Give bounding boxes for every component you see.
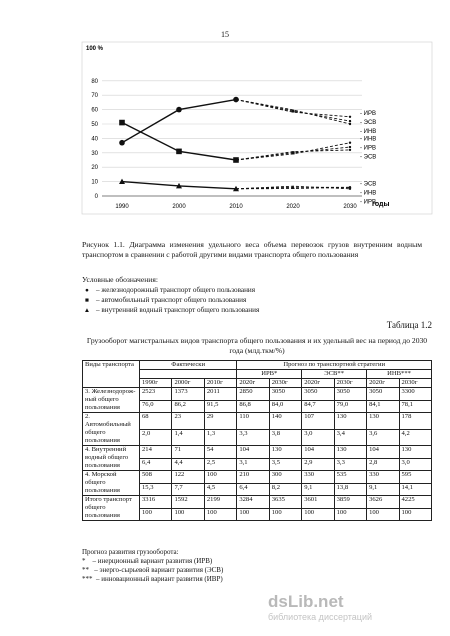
triangle-icon: ▲ bbox=[83, 306, 91, 314]
row-label: 4. Внутренний водный общего пользования bbox=[83, 446, 140, 471]
table-cell: 2523 bbox=[140, 388, 172, 401]
table-cell: 130 bbox=[269, 446, 301, 459]
table-cell: 78,1 bbox=[399, 400, 432, 413]
table-cell: 71 bbox=[172, 446, 204, 459]
table-cell: 3,1 bbox=[237, 458, 269, 471]
forecast-point bbox=[349, 146, 351, 148]
series-line bbox=[122, 100, 236, 143]
legend-item-water bbox=[82, 306, 259, 314]
x-tick-label: 2030 bbox=[343, 204, 357, 210]
table-cell: 3,4 bbox=[334, 429, 366, 446]
table-cell: 3,6 bbox=[367, 429, 399, 446]
table-cell: 14,1 bbox=[399, 483, 432, 496]
notes-heading: Прогноз развития грузооборота: bbox=[82, 548, 179, 556]
table-cell: 104 bbox=[237, 446, 269, 459]
table-cell: 3050 bbox=[269, 388, 301, 401]
chart-x-axis-label: годы bbox=[372, 201, 390, 208]
watermark-brand: dsLib.net bbox=[268, 592, 344, 611]
table-cell: 1373 bbox=[172, 388, 204, 401]
forecast-point bbox=[349, 142, 351, 144]
table-cell: 84,1 bbox=[367, 400, 399, 413]
table-cell: 68 bbox=[140, 413, 172, 430]
forecast-label: - ЭСВ bbox=[360, 181, 377, 188]
header-transport-type: Виды транспорта bbox=[83, 361, 140, 388]
freight-table bbox=[82, 360, 432, 521]
table-cell: 130 bbox=[367, 413, 399, 430]
table-body bbox=[83, 388, 432, 521]
y-tick-label: 40 bbox=[91, 136, 98, 143]
table-cell: 1,4 bbox=[172, 429, 204, 446]
x-tick-label: 2010 bbox=[229, 204, 243, 210]
forecast-label: - ЭСВ bbox=[360, 154, 377, 161]
row-label: 4. Морской общего пользования bbox=[83, 471, 140, 496]
table-cell: 100 bbox=[269, 508, 301, 521]
table-cell: 100 bbox=[334, 508, 366, 521]
table-cell: 3,3 bbox=[334, 458, 366, 471]
table-cell: 2,5 bbox=[204, 458, 236, 471]
table-cell: 122 bbox=[172, 471, 204, 484]
header-year: 2010г bbox=[204, 379, 236, 388]
data-point bbox=[233, 97, 239, 103]
table-cell: 86,8 bbox=[237, 400, 269, 413]
header-year: 2020г bbox=[367, 379, 399, 388]
table-cell: 15,3 bbox=[140, 483, 172, 496]
table-row bbox=[83, 496, 432, 509]
table-cell: 595 bbox=[399, 471, 432, 484]
table-cell: 100 bbox=[237, 508, 269, 521]
table-cell: 91,5 bbox=[204, 400, 236, 413]
table-cell: 104 bbox=[367, 446, 399, 459]
y-tick-label: 10 bbox=[91, 179, 98, 186]
forecast-point bbox=[349, 120, 351, 122]
header-year: 2020г bbox=[302, 379, 334, 388]
table-cell: 300 bbox=[269, 471, 301, 484]
table-cell: 23 bbox=[172, 413, 204, 430]
table-cell: 3050 bbox=[367, 388, 399, 401]
table-cell: 3,0 bbox=[399, 458, 432, 471]
figure-caption: Рисунок 1.1. Диаграмма изменения удельного веса объема перевозок грузов внутренним водным транспортом в сравнении с работой другими видами транспорта общего пользования bbox=[82, 240, 422, 259]
table-cell: 9,1 bbox=[302, 483, 334, 496]
table-header-row bbox=[83, 361, 432, 370]
data-point bbox=[176, 107, 182, 113]
table-cell: 7,7 bbox=[172, 483, 204, 496]
table-cell: 2,9 bbox=[302, 458, 334, 471]
row-label: 3. Железнодорож-ный общего пользования bbox=[83, 388, 140, 413]
forecast-label: - ИНВ bbox=[360, 190, 377, 197]
table-number: Таблица 1.2 bbox=[386, 320, 432, 330]
table-row bbox=[83, 471, 432, 484]
data-point bbox=[291, 151, 294, 154]
table-cell: 4225 bbox=[399, 496, 432, 509]
y-tick-label: 30 bbox=[91, 150, 98, 157]
legend-item-auto bbox=[82, 296, 246, 304]
table-cell: 100 bbox=[172, 508, 204, 521]
table-row bbox=[83, 413, 432, 430]
table-cell: 535 bbox=[334, 471, 366, 484]
table-cell: 130 bbox=[399, 446, 432, 459]
table-cell: 8,2 bbox=[269, 483, 301, 496]
table-cell: 3635 bbox=[269, 496, 301, 509]
table-cell: 130 bbox=[334, 413, 366, 430]
table-cell: 130 bbox=[334, 446, 366, 459]
table-cell: 107 bbox=[302, 413, 334, 430]
forecast-label: - ИНВ bbox=[360, 128, 377, 135]
data-point bbox=[291, 109, 294, 112]
header-year: 2030г bbox=[269, 379, 301, 388]
table-cell: 214 bbox=[140, 446, 172, 459]
table-cell: 3050 bbox=[302, 388, 334, 401]
table-row bbox=[83, 446, 432, 459]
y-tick-label: 70 bbox=[91, 93, 98, 100]
table-cell: 84,0 bbox=[269, 400, 301, 413]
table-title: Грузооборот магистральных видов транспорта общего пользования и их удельный вес на период до 2030 года (млд.ткм/%) bbox=[86, 336, 428, 355]
table-cell: 178 bbox=[399, 413, 432, 430]
line-chart bbox=[80, 40, 440, 220]
header-year: 2030г bbox=[399, 379, 432, 388]
header-scenario: ИРВ* bbox=[237, 370, 302, 379]
note-item: *** – инновационный вариант развития (ИВР) bbox=[82, 575, 223, 583]
circle-icon: ● bbox=[85, 286, 89, 294]
chart-series bbox=[119, 97, 351, 191]
legend-item-rail bbox=[82, 286, 255, 294]
table-cell: 3284 bbox=[237, 496, 269, 509]
table-cell: 104 bbox=[302, 446, 334, 459]
table-cell: 1592 bbox=[172, 496, 204, 509]
header-scenario: ЭСВ** bbox=[302, 370, 367, 379]
header-forecast: Прогноз по транспортной стратегии bbox=[237, 361, 432, 370]
table-cell: 3,3 bbox=[237, 429, 269, 446]
table-cell: 2199 bbox=[204, 496, 236, 509]
table-cell: 3050 bbox=[334, 388, 366, 401]
data-point bbox=[233, 157, 239, 163]
header-actual: Фактически bbox=[140, 361, 237, 370]
header-year: 2020г bbox=[237, 379, 269, 388]
table-cell: 210 bbox=[237, 471, 269, 484]
table-cell: 54 bbox=[204, 446, 236, 459]
header-year: 2030г bbox=[334, 379, 366, 388]
table-cell: 100 bbox=[367, 508, 399, 521]
table-cell: 9,1 bbox=[367, 483, 399, 496]
table-cell: 330 bbox=[302, 471, 334, 484]
table-cell: 508 bbox=[140, 471, 172, 484]
table-cell: 140 bbox=[269, 413, 301, 430]
table-cell: 2011 bbox=[204, 388, 236, 401]
table-cell: 6,4 bbox=[140, 458, 172, 471]
table-cell: 29 bbox=[204, 413, 236, 430]
legend-heading: Условные обозначения: bbox=[82, 275, 158, 284]
table-cell: 100 bbox=[204, 508, 236, 521]
table-cell: 3601 bbox=[302, 496, 334, 509]
forecast-point bbox=[349, 188, 351, 190]
forecast-line bbox=[236, 100, 350, 117]
legend-item-label: – внутренний водный транспорт общего пользования bbox=[96, 306, 260, 314]
row-label: 2. Автомобильный общего пользования bbox=[83, 413, 140, 446]
table-cell: 79,0 bbox=[334, 400, 366, 413]
table-cell: 6,4 bbox=[237, 483, 269, 496]
chart-y-ticks bbox=[91, 79, 98, 200]
table-cell: 1,3 bbox=[204, 429, 236, 446]
y-tick-label: 60 bbox=[91, 107, 98, 114]
table-cell: 4,2 bbox=[399, 429, 432, 446]
note-item: ** – энерго-сырьевой вариант развития (ЭСВ) bbox=[82, 566, 224, 574]
table-cell: 2,0 bbox=[140, 429, 172, 446]
square-icon: ■ bbox=[85, 296, 89, 304]
header-year: 1990г bbox=[140, 379, 172, 388]
table-cell: 3,0 bbox=[302, 429, 334, 446]
forecast-label: - ИРВ bbox=[360, 145, 376, 152]
chart-y-axis-label: 100 % bbox=[86, 46, 104, 52]
forecast-label: - ИРВ bbox=[360, 199, 376, 206]
table-cell: 86,2 bbox=[172, 400, 204, 413]
table-cell: 3316 bbox=[140, 496, 172, 509]
table-cell: 4,4 bbox=[172, 458, 204, 471]
forecast-notes bbox=[82, 548, 223, 584]
table-cell: 3,5 bbox=[269, 458, 301, 471]
y-tick-label: 0 bbox=[94, 194, 98, 200]
table-cell: 3859 bbox=[334, 496, 366, 509]
table-cell: 100 bbox=[302, 508, 334, 521]
table-cell: 3300 bbox=[399, 388, 432, 401]
page-number: 15 bbox=[221, 30, 229, 39]
watermark bbox=[268, 592, 448, 632]
table-cell: 110 bbox=[237, 413, 269, 430]
header-year: 2000г bbox=[172, 379, 204, 388]
forecast-label: - ИНВ bbox=[360, 136, 377, 143]
forecast-point bbox=[349, 116, 351, 118]
watermark-subtitle: библиотека диссертаций bbox=[268, 612, 373, 622]
header-scenario: ИНВ*** bbox=[367, 370, 432, 379]
data-point bbox=[119, 120, 125, 126]
y-tick-label: 80 bbox=[91, 78, 98, 85]
chart-end-labels bbox=[360, 111, 376, 206]
table-row bbox=[83, 388, 432, 401]
table-cell: 3626 bbox=[367, 496, 399, 509]
table-cell: 100 bbox=[204, 471, 236, 484]
legend-item-label: – автомобильный транспорт общего пользования bbox=[96, 296, 247, 304]
forecast-point bbox=[349, 123, 351, 125]
x-tick-label: 2000 bbox=[172, 204, 186, 210]
x-tick-label: 2020 bbox=[286, 204, 300, 210]
table-cell: 13,8 bbox=[334, 483, 366, 496]
note-item: * – инерционный вариант развития (ИРВ) bbox=[82, 557, 213, 565]
data-point bbox=[119, 140, 125, 146]
table-cell: 4,5 bbox=[204, 483, 236, 496]
forecast-point bbox=[349, 149, 351, 151]
chart-x-ticks bbox=[115, 204, 357, 210]
legend-item-label: – железнодорожный транспорт общего пользования bbox=[96, 286, 256, 294]
forecast-label: - ЭСВ bbox=[360, 119, 377, 126]
table-cell: 2,8 bbox=[367, 458, 399, 471]
data-point bbox=[176, 149, 182, 155]
table-cell: 2850 bbox=[237, 388, 269, 401]
x-tick-label: 1990 bbox=[115, 204, 129, 210]
table-cell: 100 bbox=[399, 508, 432, 521]
table-cell: 3,8 bbox=[269, 429, 301, 446]
series-line bbox=[122, 123, 236, 160]
table-cell: 76,0 bbox=[140, 400, 172, 413]
row-label: Итого транспорт общего пользования bbox=[83, 496, 140, 521]
table-cell: 84,7 bbox=[302, 400, 334, 413]
table-cell: 330 bbox=[367, 471, 399, 484]
forecast-label: - ИРВ bbox=[360, 110, 376, 117]
y-tick-label: 20 bbox=[91, 165, 98, 172]
y-tick-label: 50 bbox=[91, 122, 98, 128]
table-cell: 100 bbox=[140, 508, 172, 521]
